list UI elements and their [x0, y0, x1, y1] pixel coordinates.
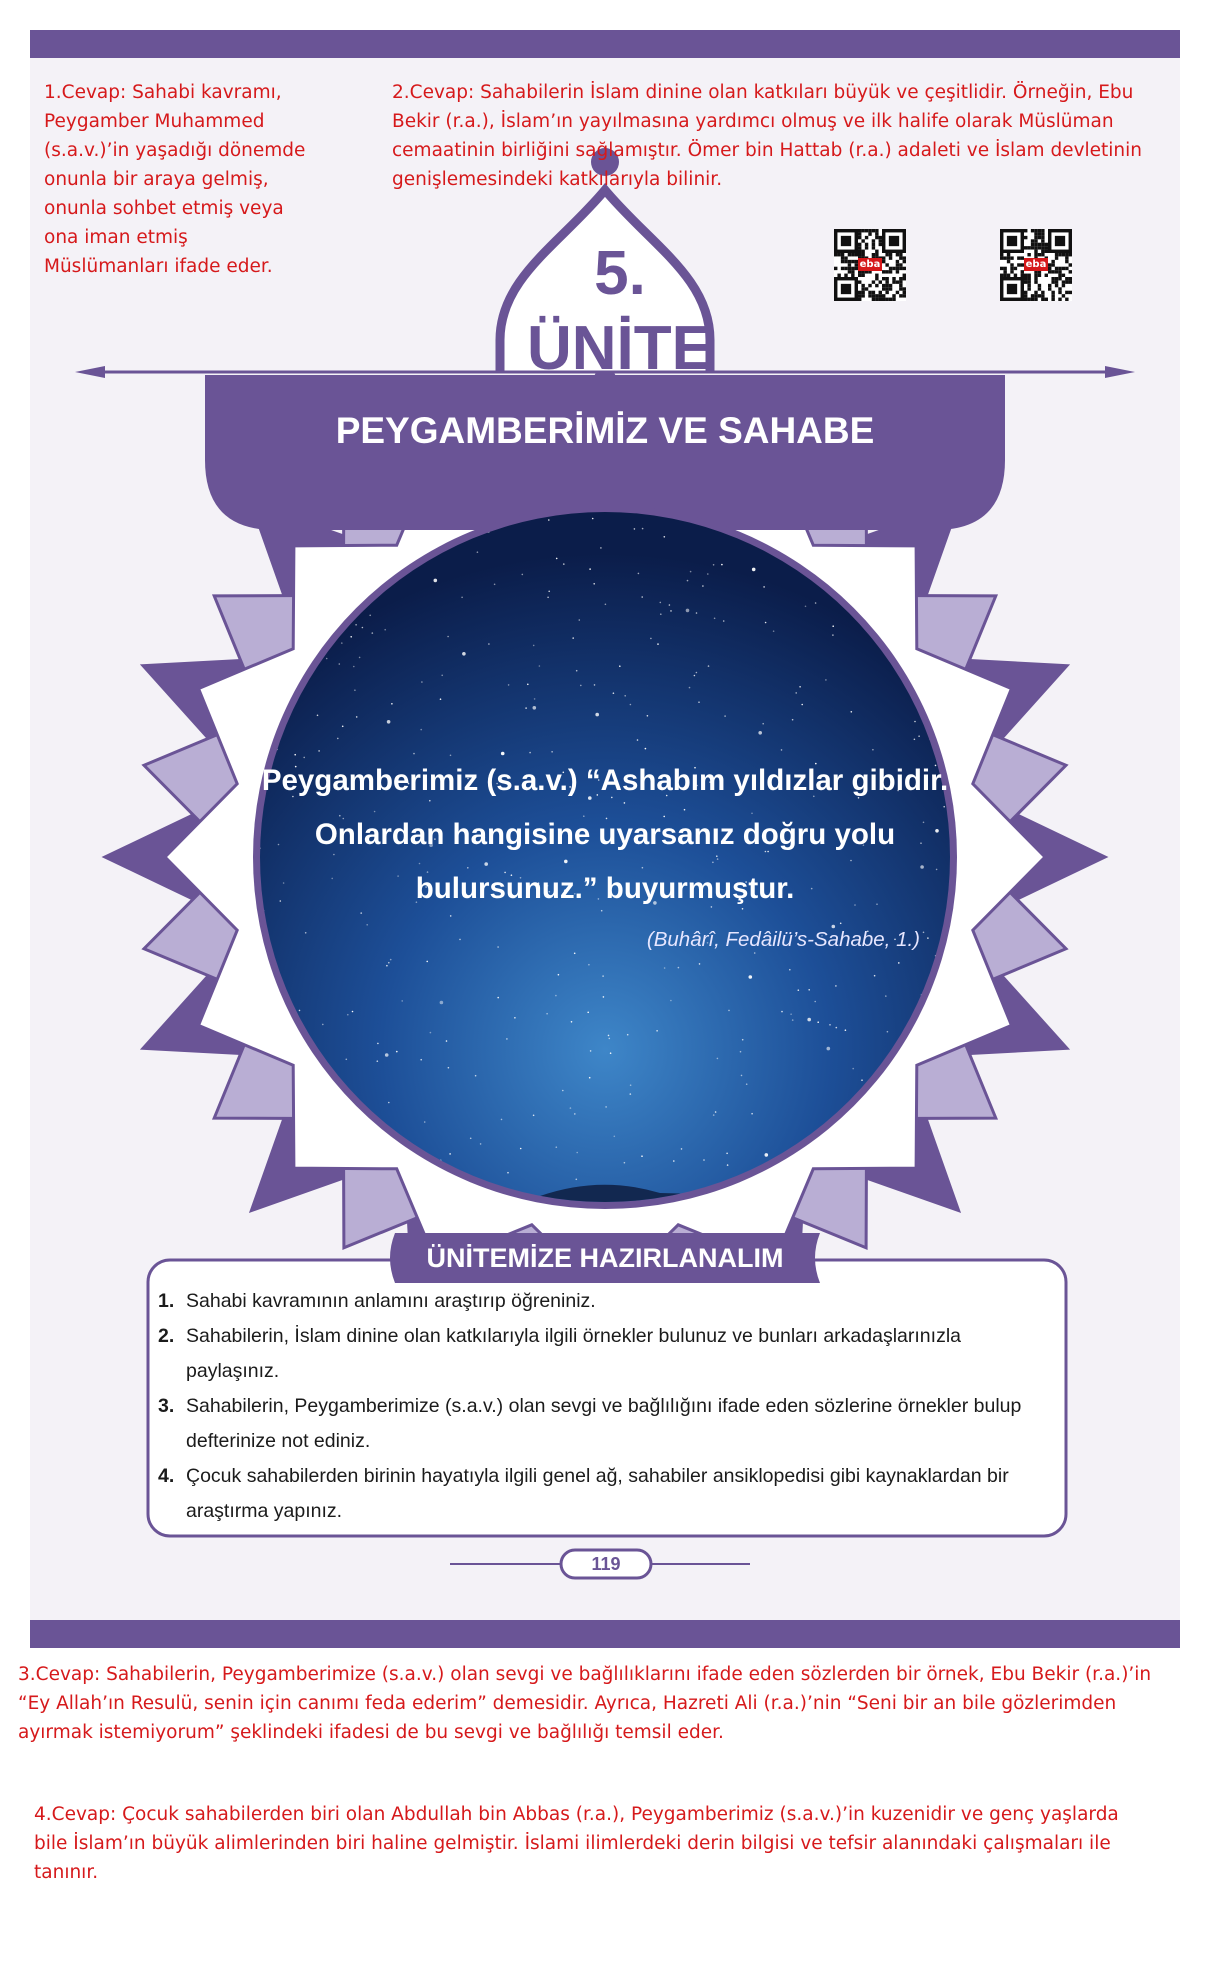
prep-item-number: 3. — [158, 1395, 175, 1417]
answer-4-annotation: 4.Cevap: Çocuk sahabilerden biri olan Abdullah bin Abbas (r.a.), Peygamberimiz (s.a.v.)’in kuzenidir ve genç yaşlarda bile İslam’ın büyük alimlerinden biri haline gelmiştir. İslami ilimlerdeki derin bilgisi ve tefsir alanındaki çalışmaları ile tanınır. — [34, 1804, 1119, 1883]
prep-item — [158, 1319, 1058, 1389]
prep-item — [158, 1459, 1058, 1529]
prep-item-number: 2. — [158, 1325, 175, 1347]
prep-heading: ÜNİTEMİZE HAZIRLANALIM — [426, 1243, 784, 1273]
eba-badge: eba — [1025, 259, 1047, 270]
page-number: 119 — [591, 1554, 621, 1574]
qr-code-2[interactable] — [1000, 229, 1072, 301]
unit-number: 5. — [594, 239, 646, 308]
prep-item-number: 4. — [158, 1465, 175, 1487]
prep-item-text: Çocuk sahabilerden birinin hayatıyla ilgili genel ağ, sahabiler ansiklopedisi gibi kaynaklardan bir araştırma yapınız. — [186, 1465, 1009, 1522]
prep-list — [158, 1284, 1058, 1529]
eba-badge: eba — [859, 259, 881, 270]
hadith-quote: Peygamberimiz (s.a.v.) “Ashabım yıldızlar gibidir. Onlardan hangisine uyarsanız doğru yolu bulursunuz.” buyurmuştur. — [261, 764, 949, 905]
answer-1-annotation: 1.Cevap: Sahabi kavramı, Peygamber Muhammed (s.a.v.)’in yaşadığı dönemde onunla bir araya gelmiş, onunla sohbet etmiş veya ona iman etmiş Müslümanları ifade eder. — [44, 82, 306, 277]
unit-label: ÜNİTE — [527, 314, 713, 383]
answer-2-annotation: 2.Cevap: Sahabilerin İslam dinine olan katkıları büyük ve çeşitlidir. Örneğin, Ebu Bekir (r.a.), İslam’ın yayılmasına yardımcı olmuş ve ilk halife olarak Müslüman cemaatinin birliğini sağlamıştır. Ömer bin Hattab (r.a.) adaleti ve İslam devletinin genişlemesindeki katkılarıyla bilinir. — [392, 82, 1143, 190]
qr-code-1[interactable] — [834, 229, 906, 301]
prep-item-number: 1. — [158, 1290, 175, 1312]
prep-item-text: Sahabi kavramının anlamını araştırıp öğreniniz. — [186, 1290, 596, 1312]
prep-item — [158, 1284, 1058, 1319]
prep-item-text: Sahabilerin, İslam dinine olan katkılarıyla ilgili örnekler bulunuz ve bunları arkadaşlarınızla paylaşınız. — [186, 1325, 961, 1382]
prep-item-text: Sahabilerin, Peygamberimize (s.a.v.) olan sevgi ve bağlılığını ifade eden sözlerine örnekler bulup defterinize not ediniz. — [186, 1395, 1022, 1452]
unit-title: PEYGAMBERİMİZ VE SAHABE — [335, 410, 875, 451]
hadith-source: (Buhârî, Fedâilü’s-Sahabe, 1.) — [646, 928, 920, 951]
answer-3-annotation: 3.Cevap: Sahabilerin, Peygamberimize (s.a.v.) olan sevgi ve bağlılıklarını ifade eden sözlerden bir örnek, Ebu Bekir (r.a.)’in “Ey Allah’ın Resulü, senin için canımı feda ederim” demesidir. Ayrıca, Hazreti Ali (r.a.)’nin “Seni bir an bile gözlerimden ayırmak istemiyorum” şeklindeki ifadesi de bu sevgi ve bağlılığı temsil eder. — [18, 1664, 1152, 1743]
prep-item — [158, 1389, 1058, 1459]
